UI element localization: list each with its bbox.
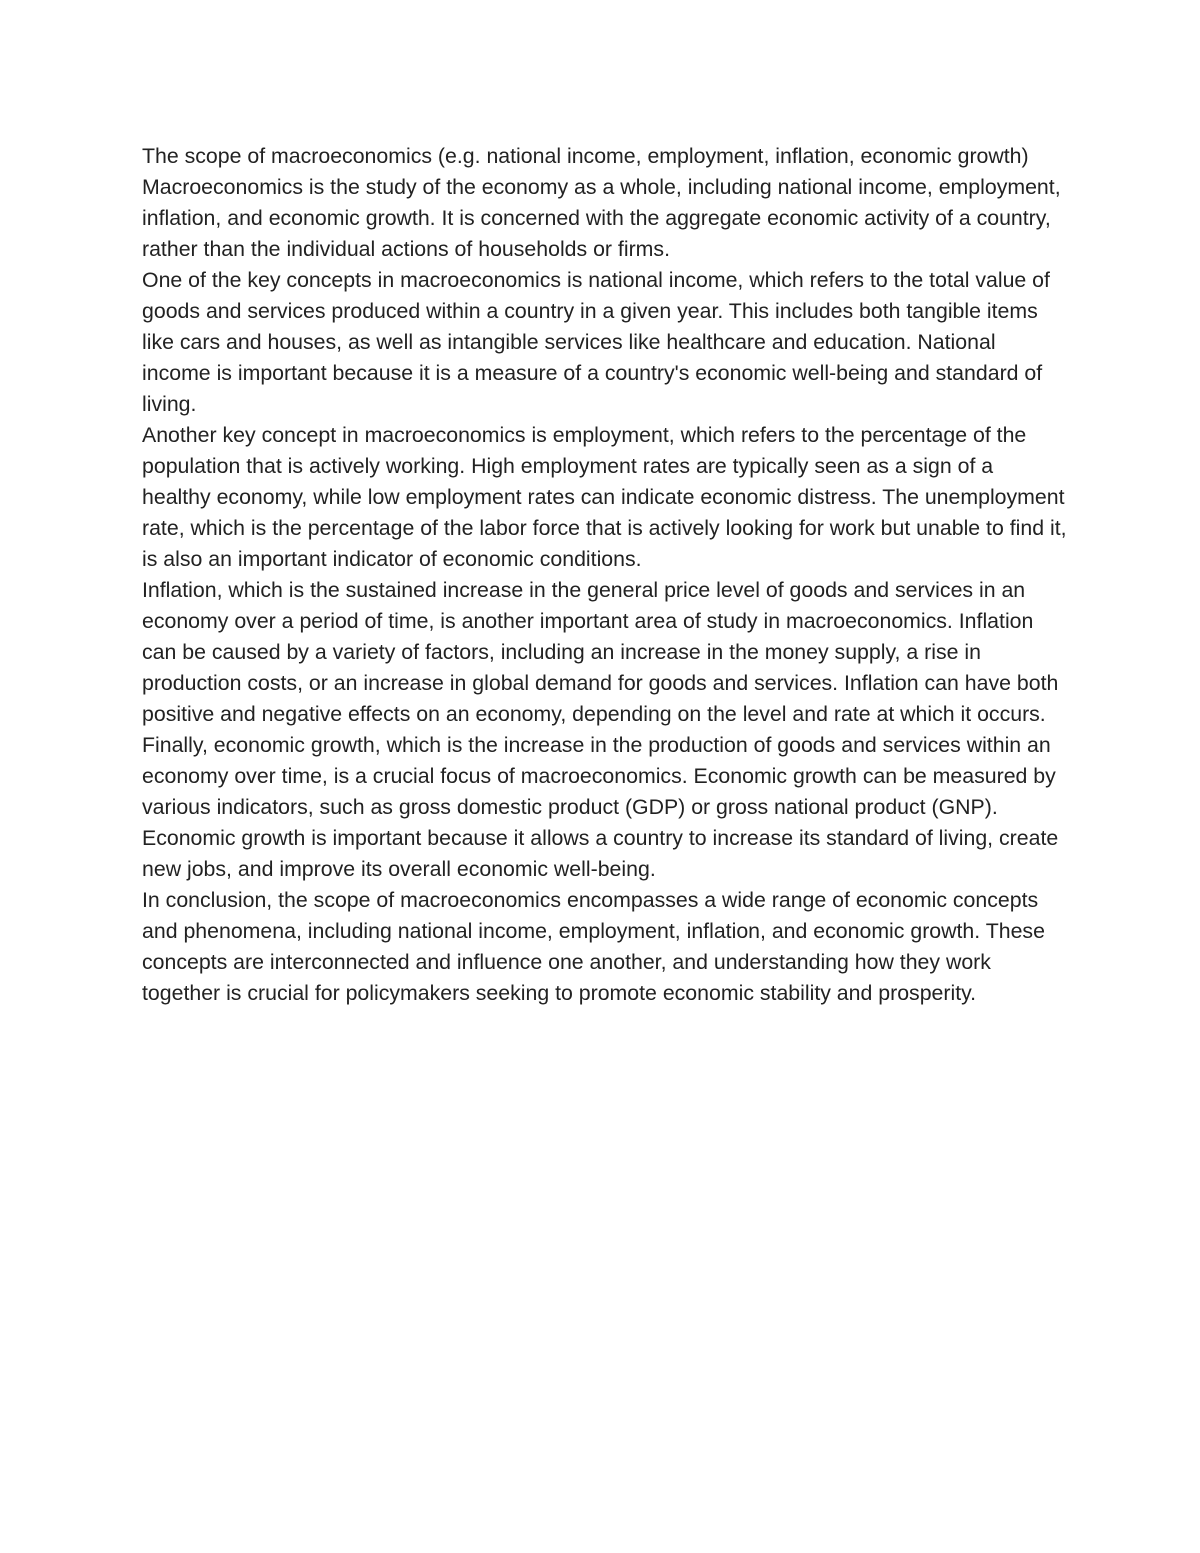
paragraph-definition: Macroeconomics is the study of the economy as a whole, including national income, employment, inflation, and economic growth. It is concerned with the aggregate economic activity of a country, rather than the individual actions of households or firms. bbox=[142, 175, 1061, 261]
document-title: The scope of macroeconomics (e.g. national income, employment, inflation, economic growth) bbox=[142, 144, 1029, 168]
paragraph-conclusion: In conclusion, the scope of macroeconomics encompasses a wide range of economic concepts and phenomena, including national income, employment, inflation, and economic growth. These concepts are interconnected and influence one another, and understanding how they work together is crucial for policymakers seeking to promote economic stability and prosperity. bbox=[142, 888, 1045, 1005]
paragraph-economic-growth: Finally, economic growth, which is the increase in the production of goods and services within an economy over time, is a crucial focus of macroeconomics. Economic growth can be measured by various indicators, such as gross domestic product (GDP) or gross national product (GNP). Economic growth is important because it allows a country to increase its standard of living, create new jobs, and improve its overall economic well-being. bbox=[142, 733, 1059, 881]
document-body bbox=[142, 141, 1067, 1009]
paragraph-inflation: Inflation, which is the sustained increase in the general price level of goods and services in an economy over a period of time, is another important area of study in macroeconomics. Inflation can be caused by a variety of factors, including an increase in the money supply, a rise in production costs, or an increase in global demand for goods and services. Inflation can have both positive and negative effects on an economy, depending on the level and rate at which it occurs. bbox=[142, 578, 1059, 726]
paragraph-employment: Another key concept in macroeconomics is employment, which refers to the percentage of the population that is actively working. High employment rates are typically seen as a sign of a healthy economy, while low employment rates can indicate economic distress. The unemployment rate, which is the percentage of the labor force that is actively looking for work but unable to find it, is also an important indicator of economic conditions. bbox=[142, 423, 1067, 571]
paragraph-national-income: One of the key concepts in macroeconomics is national income, which refers to the total value of goods and services produced within a country in a given year. This includes both tangible items like cars and houses, as well as intangible services like healthcare and education. National income is important because it is a measure of a country's economic well-being and standard of living. bbox=[142, 268, 1050, 416]
